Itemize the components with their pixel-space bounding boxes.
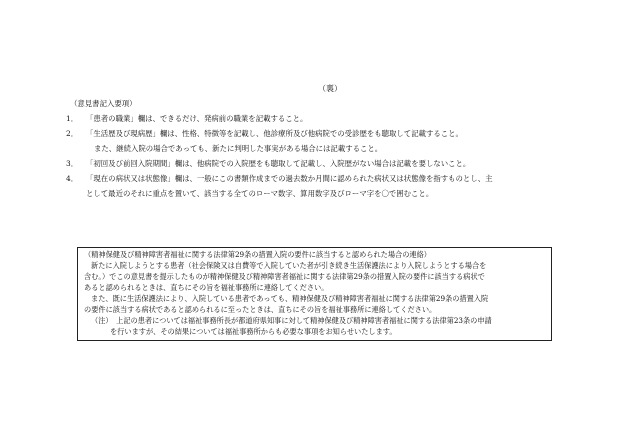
contact-box bbox=[77, 247, 552, 341]
contact-note-line: を行いますが、その結果については福祉事務所からも必要な事項をお知らせいたします。 bbox=[110, 327, 397, 336]
contact-para1-line: 新たに入院しようとする患者（社会保険又は自費等で入院していた者が引き続き生活保護法により入院しようとする場合を bbox=[91, 261, 487, 270]
note-continuation: として最近のそれに重点を置いて、該当する全てのローマ数字、算用数字及びローマ字を〇で囲むこと。 bbox=[86, 189, 434, 198]
note-item bbox=[66, 126, 576, 141]
contact-note-line: （注） 上記の患者については福祉事務所長が都道府県知事に対して精神保健及び精神障害者福祉に関する法律第23条の申請 bbox=[91, 316, 492, 325]
note-continuation: また、継続入院の場合であっても、新たに判明した事実がある場合には記載すること。 bbox=[94, 144, 383, 153]
page-heading: （裏） bbox=[318, 84, 342, 93]
contact-para2-line: また、既に生活保護法により、入院している患者であっても、精神保健及び精神障害者福祉に関する法律第29条の措置入院 bbox=[91, 294, 489, 303]
note-text: 「生活歴及び現病歴」欄は、性格、特徴等を記載し、他診療所及び他病院での受診歴をも聴取して記載すること。 bbox=[86, 129, 463, 138]
section-label: （意見書記入要項） bbox=[70, 99, 137, 108]
note-number: 4． bbox=[66, 174, 79, 183]
note-number: 1． bbox=[66, 114, 79, 123]
note-item bbox=[66, 111, 576, 126]
note-text: 「現在の病状又は状態像」欄は、一般にこの書類作成までの過去数か月間に認められた病状又は状態像を指すものとし、主 bbox=[86, 174, 493, 183]
contact-para1-line: あると認められるときは、直ちにその旨を福祉事務所に連絡してください。 bbox=[84, 283, 329, 292]
note-text: 「初回及び前回入院期間」欄は、他病院での入院歴をも聴取して記載し、入院歴がない場合は記載を要しないこと。 bbox=[86, 159, 471, 168]
note-number: 2． bbox=[66, 129, 79, 138]
contact-para1-line: 含む。）でこの意見書を提示したものが精神保健及び精神障害者福祉に関する法律第29条の措置入院の要件に該当する病状で bbox=[84, 272, 485, 281]
contact-para2-line: の要件に該当する病状であると認められるに至ったときは、直ちにその旨を福祉事務所に連絡してください。 bbox=[84, 305, 437, 314]
note-number: 3． bbox=[66, 159, 79, 168]
contact-box-title: （精神保健及び精神障害者福祉に関する法律第29条の措置入院の要件に該当すると認められた場合の連絡） bbox=[84, 250, 431, 259]
note-text: 「患者の職業」欄は、できるだけ、発病前の職業を記載すること。 bbox=[86, 114, 308, 123]
note-item bbox=[66, 171, 576, 186]
note-item bbox=[66, 156, 576, 171]
notes-list bbox=[66, 111, 576, 201]
